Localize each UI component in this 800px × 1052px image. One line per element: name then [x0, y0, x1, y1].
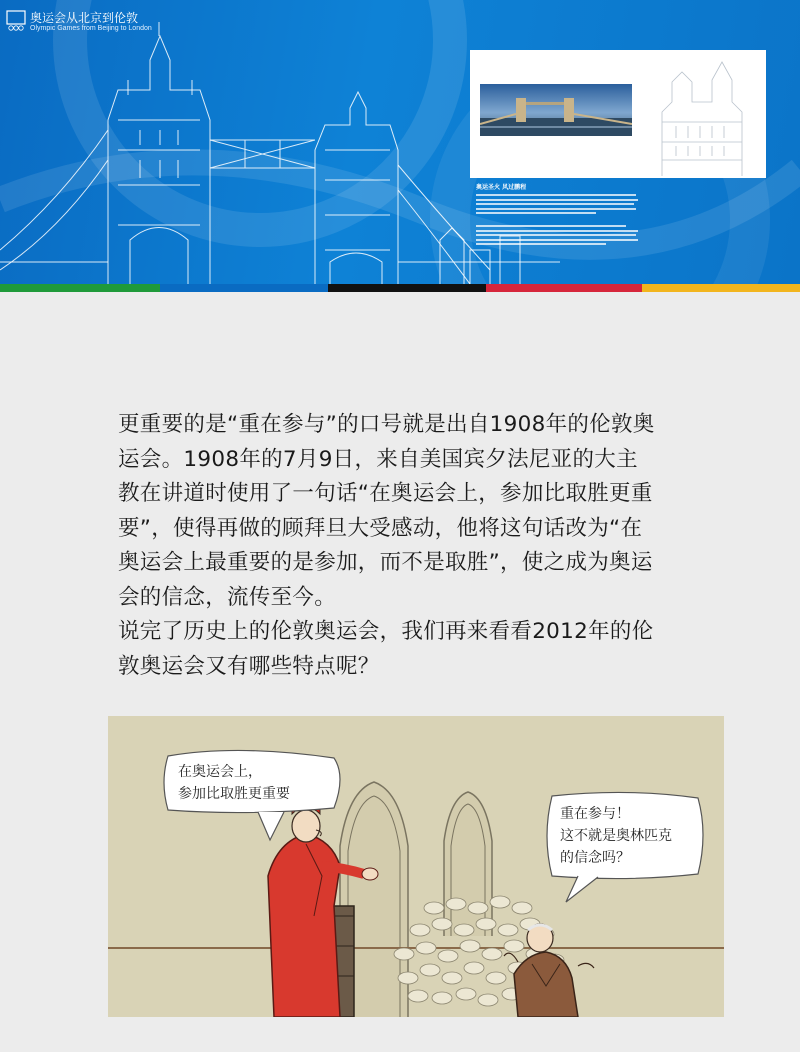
caption-text-line [476, 194, 636, 196]
caption-text-line [476, 234, 636, 236]
stripe-segment [0, 284, 160, 292]
article-body [118, 408, 658, 684]
caption-title: 奥运圣火 风过鹏程 [476, 184, 527, 191]
caption-text-line [476, 230, 638, 232]
stripe-segment [328, 284, 486, 292]
caption-text-line [476, 212, 596, 214]
speech-bubble-text: 重在参与！ [560, 806, 630, 822]
caption-text-line [476, 208, 636, 210]
speech-bubble-text: 这不就是奥林匹克 [560, 828, 672, 844]
speech-bubble-text: 在奥运会上， [178, 764, 262, 780]
article-paragraph: 说完了历史上的伦敦奥运会，我们再来看看2012年的伦敦奥运会又有哪些特点呢？ [118, 619, 654, 679]
cartoon-illustration [108, 716, 724, 1017]
olympic-logo-icon [6, 10, 26, 32]
article-paragraph: 更重要的是“重在参与”的口号就是出自1908年的伦敦奥运会。1908年的7月9日，来自美国宾夕法尼亚的大主教在讲道时使用了一句话“在奥运会上，参加比取胜更重要”，使得再做的顾拜旦大受感动，他将这句话改为“在奥运会上最重要的是参加，而不是取胜”，使之成为奥运会的信念，流传至今。 [118, 412, 655, 610]
stripe-segment [642, 284, 800, 292]
stripe-segment [160, 284, 328, 292]
caption-text-line [476, 203, 634, 205]
caption-text-line [476, 239, 638, 241]
caption-text-line [476, 243, 606, 245]
caption-text-line [476, 199, 638, 201]
tower-bridge-photo [480, 84, 632, 136]
stripe-segment [486, 284, 642, 292]
tower-sketch [642, 52, 762, 176]
speech-bubble-text: 的信念吗？ [560, 850, 630, 866]
olympic-color-stripe [0, 284, 800, 292]
speech-bubble-text: 参加比取胜更重要 [178, 786, 290, 802]
caption-text-line [476, 225, 626, 227]
logo-title: 奥运会从北京到伦敦 [30, 11, 139, 25]
header-banner [0, 0, 800, 284]
logo-subtitle: Olympic Games from Beijing to London [30, 25, 152, 32]
photo-panel [470, 50, 766, 178]
photo-caption [476, 182, 776, 248]
